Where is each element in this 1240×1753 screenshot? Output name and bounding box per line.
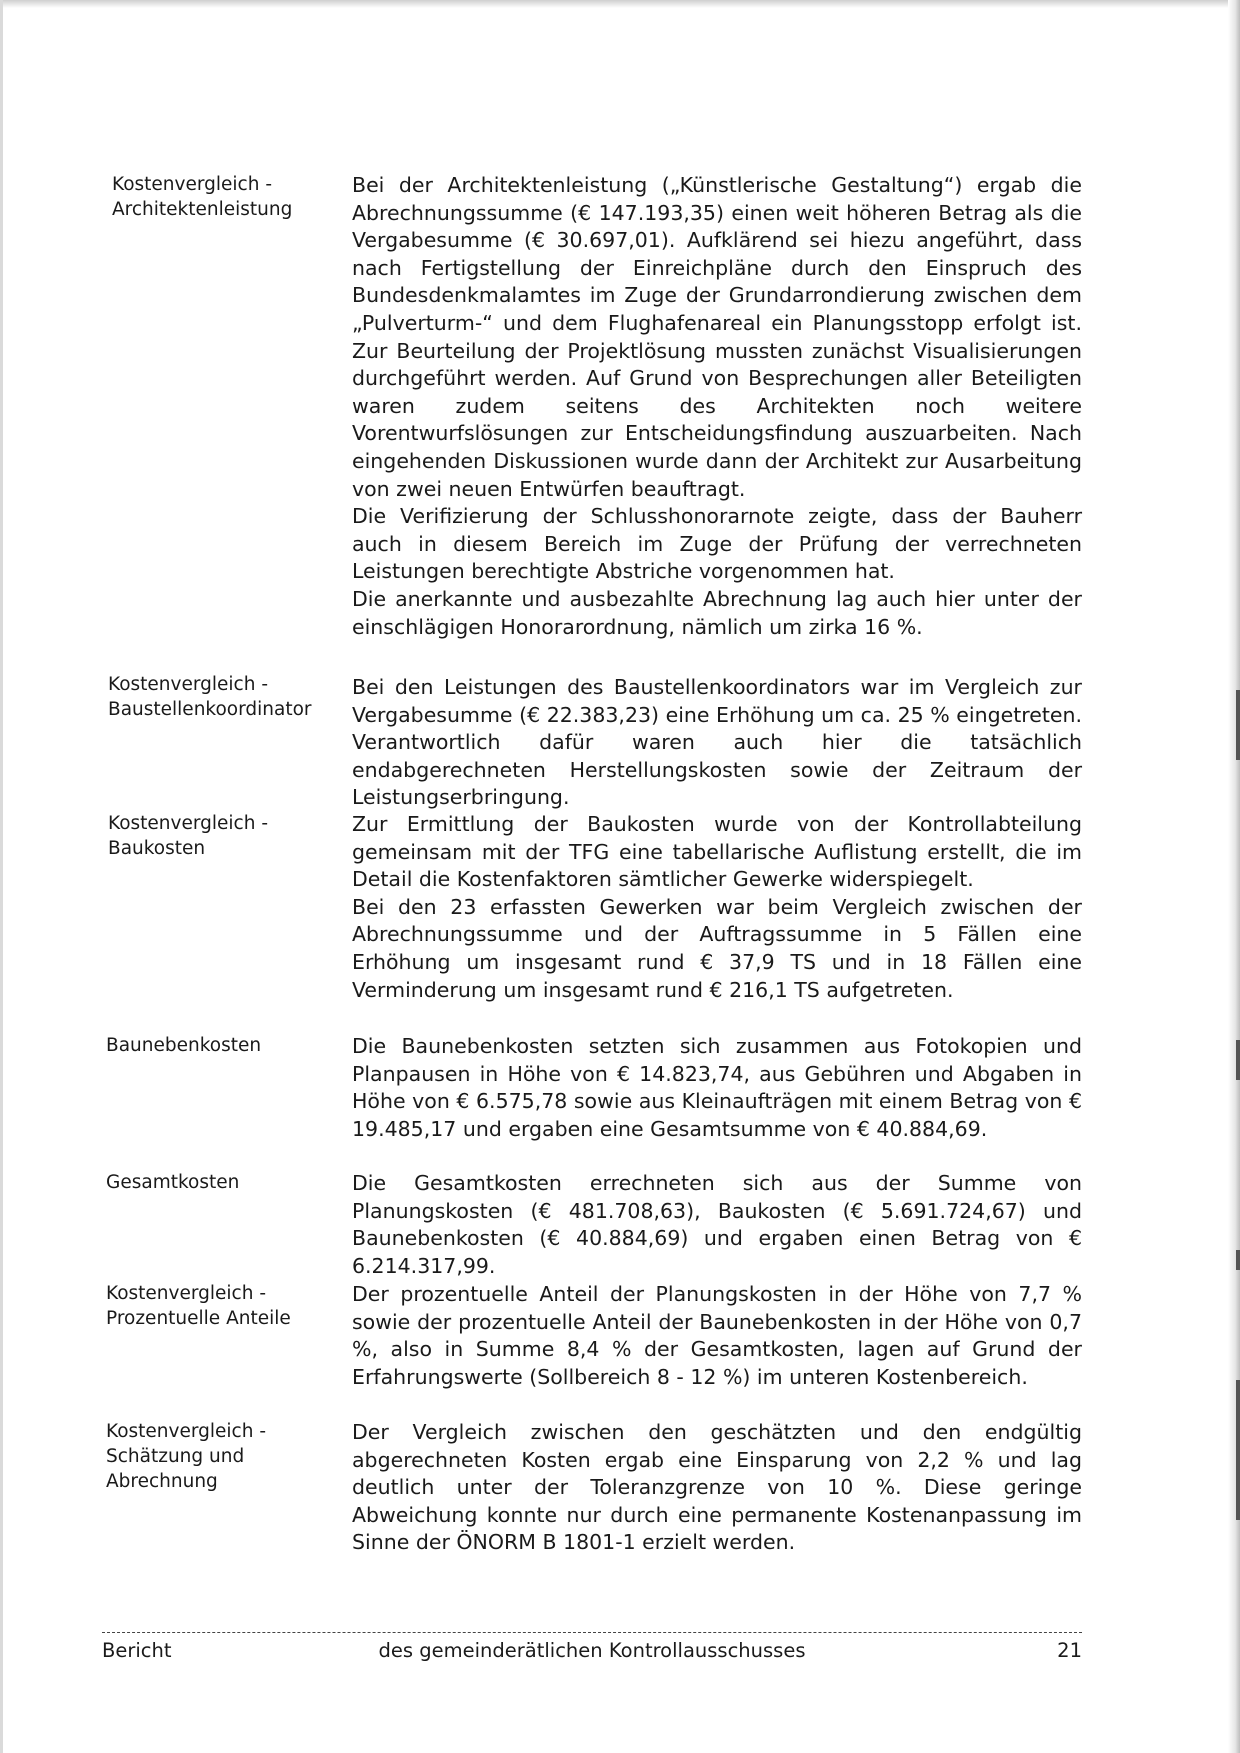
section-label-text: Gesamtkosten	[106, 1172, 240, 1193]
section-label-text: Kostenvergleich - Baustellenkoordinator	[108, 674, 312, 720]
paragraph: Der Vergleich zwischen den geschätzten und den endgültig abgerechneten Kosten ergab eine Einsparung von 2,2 % und lag deutlich unter der Toleranzgrenze von 10 %. Diese geringe Abweichung konnte nur durch eine permanente Kostenanpassung im Sinne der ÖNORM B 1801-1 erzielt werden.	[352, 1420, 1082, 1555]
section-label	[106, 1419, 326, 1494]
paragraph: Die Verifizierung der Schlusshonorarnote zeigte, dass der Bauherr auch in diesem Bereich im Zuge der Prüfung der verrechneten Leistungen berechtigte Abstriche vorgenommen hat.	[352, 504, 1082, 584]
paragraph: Zur Ermittlung der Baukosten wurde von der Kontrollabteilung gemeinsam mit der TFG eine tabellarische Auflistung erstellt, die im Detail die Kostenfaktoren sämtlicher Gewerke widerspiegelt.	[352, 812, 1082, 892]
section-label	[106, 1033, 326, 1058]
section-body	[352, 1281, 1082, 1391]
section-label-text: Kostenvergleich - Architektenleistung	[112, 174, 293, 220]
paragraph: Die Baunebenkosten setzten sich zusammen aus Fotokopien und Planpausen in Höhe von € 14.823,74, aus Gebühren und Abgaben in Höhe von € 6.575,78 sowie aus Kleinaufträgen mit einem Betrag von € 19.485,17 und ergaben eine Gesamtsumme von € 40.884,69.	[352, 1034, 1082, 1141]
section-body	[352, 1033, 1082, 1143]
section-body	[352, 1419, 1082, 1557]
paragraph: Bei der Architektenleistung („Künstlerische Gestaltung“) ergab die Abrechnungssumme (€ 147.193,35) einen weit höheren Betrag als die Vergabesumme (€ 30.697,01). Aufklärend sei hiezu angeführt, dass nach Fertigstellung der Einreichpläne durch den Einspruch des Bundesdenkmalamtes im Zuge der Grundarrondierung zwischen dem „Pulverturm-“ und dem Flughafenareal ein Planungsstopp erfolgt ist. Zur Beurteilung der Projektlösung mussten zunächst Visualisierungen durchgeführt werden. Auf Grund von Besprechungen aller Beteiligten waren zudem seitens des Architekten noch weitere Vorentwurfslösungen zur Entscheidungsfindung auszuarbeiten. Nach eingehenden Diskussionen wurde dann der Architekt zur Ausarbeitung von zwei neuen Entwürfen beauftragt.	[352, 173, 1082, 501]
page-number: 21	[1057, 1639, 1082, 1662]
section-label	[108, 672, 328, 722]
scan-edge-top	[0, 0, 1240, 8]
scan-edge-right	[1228, 0, 1240, 1753]
section-label-text: Baunebenkosten	[106, 1035, 262, 1056]
paragraph: Die Gesamtkosten errechneten sich aus der Summe von Planungskosten (€ 481.708,63), Baukosten (€ 5.691.724,67) und Baunebenkosten (€ 40.884,69) und ergaben einen Betrag von € 6.214.317,99.	[352, 1171, 1082, 1278]
section-label	[112, 172, 332, 222]
footer-center-text: des gemeinderätlichen Kontrollausschusses	[378, 1639, 806, 1662]
section-body	[352, 811, 1082, 1004]
paragraph: Bei den Leistungen des Baustellenkoordinators war im Vergleich zur Vergabesumme (€ 22.383,23) eine Erhöhung um ca. 25 % eingetreten. Verantwortlich dafür waren auch hier die tatsächlich endabgerechneten Herstellungskosten sowie der Zeitraum der Leistungserbringung.	[352, 675, 1082, 810]
section-label-text: Kostenvergleich - Baukosten	[108, 813, 268, 859]
section-body	[352, 172, 1082, 641]
section-label-text: Kostenvergleich - Schätzung und Abrechnung	[106, 1421, 266, 1492]
paragraph: Die anerkannte und ausbezahlte Abrechnung lag auch hier unter der einschlägigen Honorarordnung, nämlich um zirka 16 %.	[352, 586, 1082, 639]
footer-divider	[102, 1632, 1082, 1633]
section-label	[106, 1170, 326, 1195]
section-label-text: Kostenvergleich - Prozentuelle Anteile	[106, 1283, 291, 1329]
section-body	[352, 674, 1082, 812]
scan-edge-left	[0, 0, 3, 1753]
paragraph: Der prozentuelle Anteil der Planungskosten in der Höhe von 7,7 % sowie der prozentuelle Anteil der Baunebenkosten in der Höhe von 0,7 %, also in Summe 8,4 % der Gesamtkosten, lagen auf Grund der Erfahrungswerte (Sollbereich 8 - 12 %) im unteren Kostenbereich.	[352, 1282, 1082, 1389]
paragraph: Bei den 23 erfassten Gewerken war beim Vergleich zwischen der Abrechnungssumme und der Auftragssumme in 5 Fällen eine Erhöhung um insgesamt rund € 37,9 TS und in 18 Fällen eine Verminderung um insgesamt rund € 216,1 TS aufgetreten.	[352, 894, 1082, 1002]
section-body	[352, 1170, 1082, 1280]
section-label	[106, 1281, 326, 1331]
section-label	[108, 811, 328, 861]
footer-left-text: Bericht	[102, 1639, 172, 1662]
